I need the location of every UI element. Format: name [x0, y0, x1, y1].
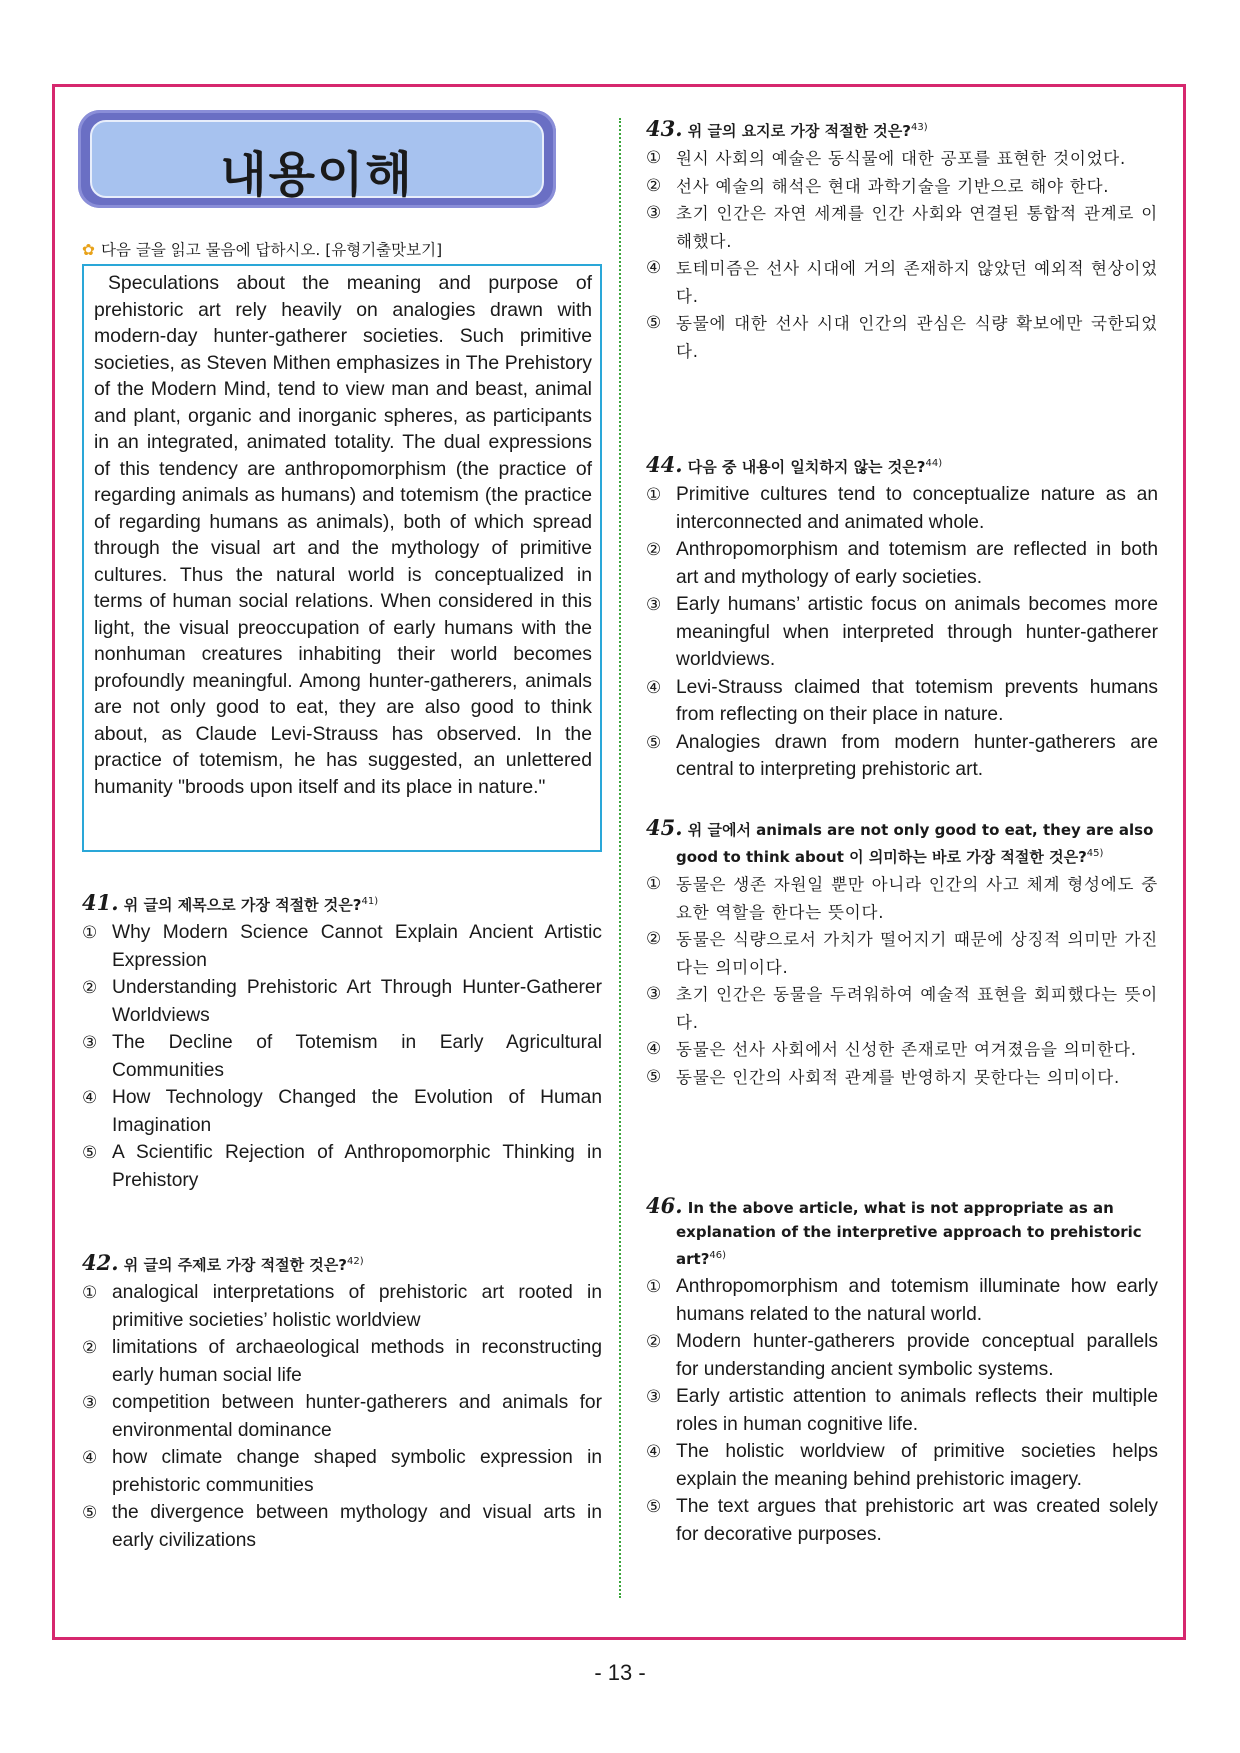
option-text: the divergence between mythology and visual arts in early civilizations [112, 1502, 602, 1551]
option-1[interactable] [82, 919, 602, 974]
question-text: In the above article, what is not appropriate as an explanation of the interpretive approach to prehistoric art? [676, 1199, 1142, 1268]
question-text: 위 글의 주제로 가장 적절한 것은? [123, 1256, 347, 1274]
question-43-options [646, 145, 1158, 365]
option-text: 초기 인간은 자연 세계를 인간 사회와 연결된 통합적 관계로 이해했다. [676, 204, 1158, 251]
page-number: - 13 - [594, 1660, 646, 1685]
question-41 [82, 890, 602, 1194]
option-text: Analogies drawn from modern hunter-gatherers are central to interpreting prehistoric art. [676, 731, 1158, 780]
option-mark: ③ [646, 595, 662, 614]
column-divider [619, 118, 621, 1598]
option-mark: ⑤ [82, 1503, 98, 1522]
option-mark: ③ [646, 1387, 662, 1406]
question-43-title [646, 116, 1158, 143]
question-45-options [646, 871, 1158, 1091]
option-text: 토테미즘은 선사 시대에 거의 존재하지 않았던 예외적 현상이었다. [676, 259, 1158, 306]
option-3[interactable] [646, 981, 1158, 1036]
question-text: 위 글의 요지로 가장 적절한 것은? [687, 122, 911, 140]
option-text: 동물은 인간의 사회적 관계를 반영하지 못한다는 의미이다. [676, 1067, 1121, 1087]
option-text: 동물은 선사 사회에서 신성한 존재로만 여겨졌음을 의미한다. [676, 1040, 1137, 1059]
option-mark: ① [646, 1277, 662, 1296]
option-text: 동물에 대한 선사 시대 인간의 관심은 식량 확보에만 국한되었다. [676, 314, 1158, 361]
option-mark: ③ [82, 1033, 98, 1052]
option-text: 초기 인간은 동물을 두려워하여 예술적 표현을 회피했다는 뜻이다. [676, 985, 1158, 1032]
option-mark: ③ [646, 984, 663, 1004]
question-46-title [646, 1194, 1158, 1271]
option-mark: ⑤ [646, 732, 662, 752]
footnote-ref: 43) [910, 122, 928, 133]
option-mark: ① [82, 923, 98, 942]
question-text: 다음 중 내용이 일치하지 않는 것은? [687, 458, 926, 476]
option-5[interactable] [646, 1064, 1158, 1092]
option-2[interactable] [82, 1334, 602, 1389]
option-mark: ① [646, 485, 662, 504]
option-mark: ② [646, 929, 663, 949]
option-mark: ⑤ [646, 1497, 662, 1516]
option-3[interactable] [82, 1389, 602, 1444]
option-mark: ③ [646, 203, 663, 223]
option-mark: ④ [646, 258, 663, 278]
option-text: Primitive cultures tend to conceptualize nature as an interconnected and animated whole. [676, 484, 1158, 533]
option-text: Levi-Strauss claimed that totemism prevents humans from reflecting on their place in nature. [676, 676, 1158, 725]
option-5[interactable] [646, 1493, 1158, 1548]
option-mark: ① [646, 148, 663, 168]
option-1[interactable] [646, 871, 1158, 926]
question-46-options [646, 1273, 1158, 1548]
question-number: 42. [82, 1250, 119, 1275]
flower-icon: ✿ [82, 241, 95, 259]
footnote-ref: 41) [361, 896, 379, 907]
option-mark: ① [82, 1283, 98, 1302]
option-4[interactable] [82, 1444, 602, 1499]
option-3[interactable] [646, 1383, 1158, 1438]
option-mark: ④ [82, 1448, 98, 1467]
option-1[interactable] [82, 1279, 602, 1334]
footnote-ref: 46) [709, 1250, 727, 1261]
option-text: A Scientific Rejection of Anthropomorphic Thinking in Prehistory [112, 1142, 602, 1191]
option-4[interactable] [646, 1438, 1158, 1493]
option-mark: ② [646, 175, 663, 196]
option-text: The text argues that prehistoric art was created solely for decorative purposes. [676, 1496, 1158, 1545]
question-number: 46. [646, 1193, 683, 1218]
option-5[interactable] [646, 729, 1158, 784]
option-text: limitations of archaeological methods in reconstructing early human social life [112, 1337, 602, 1386]
question-number: 45. [646, 815, 683, 840]
option-text: Early artistic attention to animals reflects their multiple roles in human cognitive life. [676, 1386, 1158, 1435]
question-42-options [82, 1279, 602, 1554]
option-2[interactable] [646, 926, 1158, 981]
option-mark: ③ [82, 1393, 98, 1412]
option-text: 선사 예술의 해석은 현대 과학기술을 기반으로 해야 한다. [676, 176, 1110, 196]
option-text: Anthropomorphism and totemism illuminate how early humans related to the natural world. [676, 1276, 1158, 1325]
option-1[interactable] [646, 1273, 1158, 1328]
question-44-title [646, 452, 1158, 479]
section-title-inner [90, 120, 544, 203]
option-mark: ④ [82, 1088, 98, 1107]
option-1[interactable] [646, 481, 1158, 536]
option-text: how climate change shaped symbolic expression in prehistoric communities [112, 1447, 602, 1496]
option-4[interactable] [646, 674, 1158, 729]
option-text: 원시 사회의 예술은 동식물에 대한 공포를 표현한 것이었다. [676, 149, 1127, 168]
instruction-text: 다음 글을 읽고 물음에 답하시오. [유형기출맛보기] [101, 241, 443, 259]
question-42 [82, 1250, 602, 1554]
option-text: Early humans’ artistic focus on animals becomes more meaningful when interpreted through hunter-gatherer worldviews. [676, 594, 1158, 670]
option-5[interactable] [646, 310, 1158, 365]
option-text: The Decline of Totemism in Early Agricultural Communities [112, 1032, 602, 1081]
option-mark: ⑤ [646, 313, 663, 333]
question-44-options [646, 481, 1158, 784]
option-3[interactable] [82, 1029, 602, 1084]
question-45-title [646, 816, 1158, 869]
option-1[interactable] [646, 145, 1158, 173]
option-mark: ⑤ [646, 1066, 663, 1087]
option-mark: ④ [646, 1442, 662, 1461]
option-text: analogical interpretations of prehistoric art rooted in primitive societies’ holistic worldview [112, 1282, 602, 1331]
option-4[interactable] [646, 255, 1158, 310]
question-number: 44. [646, 452, 683, 477]
option-text: How Technology Changed the Evolution of Human Imagination [112, 1087, 602, 1136]
option-text: The holistic worldview of primitive societies helps explain the meaning behind prehistoric imagery. [676, 1441, 1158, 1490]
option-mark: ② [82, 978, 98, 997]
option-mark: ⑤ [82, 1143, 98, 1162]
reading-passage: Speculations about the meaning and purpose of prehistoric art rely heavily on analogies drawn with modern-day hunter-gatherer societies. Such primitive societies, as Steven Mithen emphasizes in The Prehistory of the Modern Mind, tend to view man and beast, animal and plant, organic and inorganic spheres, as participants in an integrated, animated totality. The dual expressions of this tendency are anthropomorphism (the practice of regarding animals as humans) and totemism (the practice of regarding humans as animals), both of which spread through the visual art and the mythology of primitive cultures. Thus the natural world is conceptualized in terms of human social relations. When considered in this light, the visual preoccupation of early humans with the nonhuman creatures inhabiting their world becomes profoundly meaningful. Among hunter-gatherers, animals are not only good to eat, they are also good to think about, as Claude Levi-Strauss has observed. In the practice of totemism, he has suggested, an unlettered humanity "broods upon itself and its place in nature." [82, 264, 602, 852]
question-46 [646, 1194, 1158, 1548]
option-text: 동물은 생존 자원일 뿐만 아니라 인간의 사고 체계 형성에도 중요한 역할을 한다는 뜻이다. [676, 875, 1158, 922]
option-text: competition between hunter-gatherers and animals for environmental dominance [112, 1392, 602, 1441]
option-mark: ② [82, 1338, 98, 1357]
option-5[interactable] [82, 1499, 602, 1554]
question-41-options [82, 919, 602, 1194]
question-text: 위 글에서 animals are not only good to eat, they are also good to think about 이 의미하는 바로 가장 적절한 것은? [676, 821, 1154, 866]
question-text: 위 글의 제목으로 가장 적절한 것은? [123, 896, 362, 914]
section-title-banner [78, 110, 556, 208]
option-5[interactable] [82, 1139, 602, 1194]
instruction [82, 238, 442, 260]
question-44 [646, 452, 1158, 784]
footnote-ref: 45) [1086, 848, 1104, 859]
question-41-title [82, 890, 602, 917]
question-45 [646, 816, 1158, 1091]
option-text: Understanding Prehistoric Art Through Hunter-Gatherer Worldviews [112, 977, 602, 1026]
option-mark: ① [646, 874, 663, 894]
option-mark: ② [646, 1332, 662, 1351]
option-3[interactable] [646, 200, 1158, 255]
option-text: Anthropomorphism and totemism are reflected in both art and mythology of early societies. [676, 539, 1158, 588]
option-text: Modern hunter-gatherers provide conceptual parallels for understanding ancient symbolic systems. [676, 1331, 1158, 1380]
option-mark: ④ [646, 677, 662, 697]
option-2[interactable] [646, 536, 1158, 591]
footnote-ref: 44) [925, 458, 943, 469]
option-mark: ④ [646, 1039, 663, 1059]
option-text: 동물은 식량으로서 가치가 떨어지기 때문에 상징적 의미만 가진다는 의미이다. [676, 930, 1158, 977]
question-number: 41. [82, 890, 119, 915]
option-2[interactable] [82, 974, 602, 1029]
option-4[interactable] [646, 1036, 1158, 1064]
option-2[interactable] [646, 173, 1158, 201]
section-title: 내용이해 [220, 147, 414, 203]
footnote-ref: 42) [346, 1256, 364, 1267]
option-mark: ② [646, 540, 662, 559]
option-text: Why Modern Science Cannot Explain Ancient Artistic Expression [112, 922, 602, 971]
question-43 [646, 116, 1158, 365]
question-42-title [82, 1250, 602, 1277]
option-2[interactable] [646, 1328, 1158, 1383]
option-3[interactable] [646, 591, 1158, 674]
option-4[interactable] [82, 1084, 602, 1139]
question-number: 43. [646, 116, 683, 141]
